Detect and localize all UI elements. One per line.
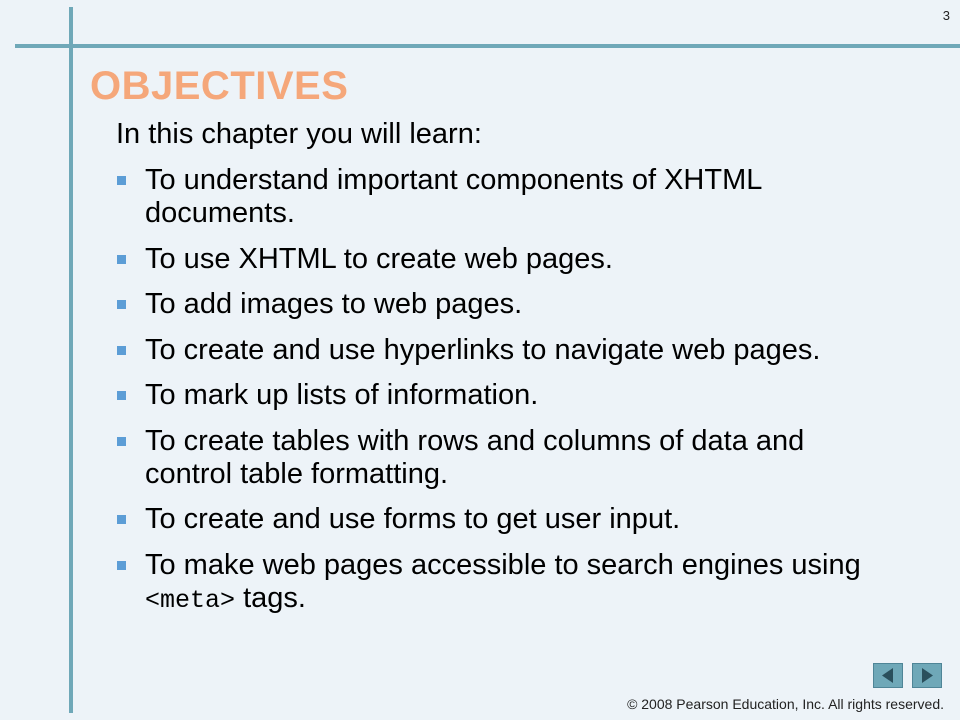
square-bullet-icon [117,391,126,400]
square-bullet-icon [117,346,126,355]
list-item [116,288,876,321]
objective-text: To create and use forms to get user input. [145,503,681,535]
meta-code: <meta> [145,585,236,615]
list-item [116,549,876,617]
list-item [116,379,876,412]
intro-text: In this chapter you will learn: [116,118,482,150]
square-bullet-icon [117,515,126,524]
objective-text: To create and use hyperlinks to navigate web pages. [145,333,821,366]
objectives-list [116,164,876,629]
triangle-right-icon [913,664,941,687]
square-bullet-icon [117,437,126,446]
objective-text: To mark up lists of information. [145,379,539,411]
list-item [116,503,876,536]
objective-text: To use XHTML to create web pages. [145,242,613,275]
list-item [116,164,876,230]
objective-text-after: tags. [235,581,306,614]
list-item [116,334,876,367]
objective-text [145,549,861,614]
objective-text: To add images to web pages. [145,288,523,320]
list-item [116,243,876,276]
objective-text: To understand important components of XHTML documents. [145,164,762,229]
square-bullet-icon [117,300,126,309]
slide-title: OBJECTIVES [90,64,349,108]
next-slide-button[interactable] [912,663,942,688]
triangle-left-icon [874,664,902,687]
previous-slide-button[interactable] [873,663,903,688]
square-bullet-icon [117,255,126,264]
horizontal-rule [15,44,960,48]
vertical-rule [69,7,73,713]
list-item [116,425,876,491]
objective-text: To create tables with rows and columns of data and control table formatting. [145,424,805,490]
square-bullet-icon [117,176,126,185]
page-number: 3 [942,8,950,23]
copyright-notice: © 2008 Pearson Education, Inc. All rights reserved. [627,696,944,712]
square-bullet-icon [117,561,126,570]
objective-text-before: To make web pages accessible to search engines using [145,548,861,581]
